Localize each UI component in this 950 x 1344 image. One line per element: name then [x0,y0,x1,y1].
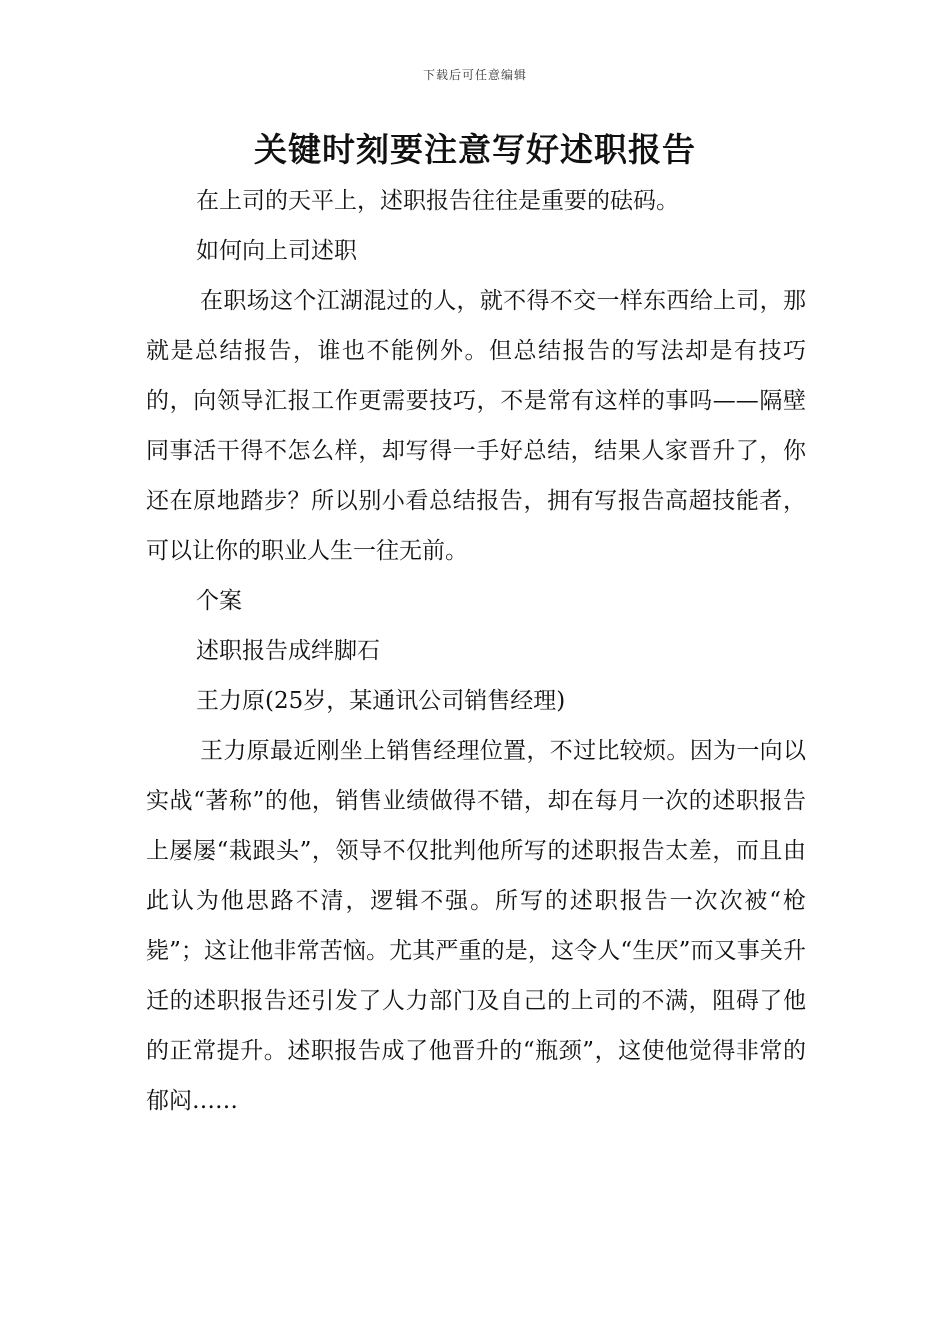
person-line: 王力原(25岁，某通讯公司销售经理) [196,688,566,714]
header-note: 下载后可任意编辑 [422,68,527,82]
paragraph: 在职场这个江湖混过的人，就不得不交一样东西给上司，那就是总结报告，谁也不能例外。但总结报告的写法却是有技巧的，向领导汇报工作更需要技巧，不是常有这样的事吗——隔壁同事活干得不怎么样，却写得一手好总结，结果人家晋升了，你还在原地踏步？所以别小看总结报告，拥有写报告高超技能者，可以让你的职业人生一往无前。 [146,288,806,564]
document-body [146,176,806,1126]
section-heading: 如何向上司述职 [196,238,357,264]
section-heading: 述职报告成绊脚石 [196,638,380,664]
paragraph: 王力原最近刚坐上销售经理位置，不过比较烦。因为一向以实战“著称”的他，销售业绩做得不错，却在每月一次的述职报告上屡屡“栽跟头”，领导不仅批判他所写的述职报告太差，而且由此认为他思路不清，逻辑不强。所写的述职报告一次次被“枪毙”；这让他非常苦恼。尤其严重的是，这令人“生厌”而又事关升迁的述职报告还引发了人力部门及自己的上司的不满，阻碍了他的正常提升。述职报告成了他晋升的“瓶颈”，这使他觉得非常的郁闷…… [146,738,806,1114]
intro-line: 在上司的天平上，述职报告往往是重要的砝码。 [196,188,679,214]
document-title: 关键时刻要注意写好述职报告 [254,130,696,169]
section-heading: 个案 [196,588,242,614]
